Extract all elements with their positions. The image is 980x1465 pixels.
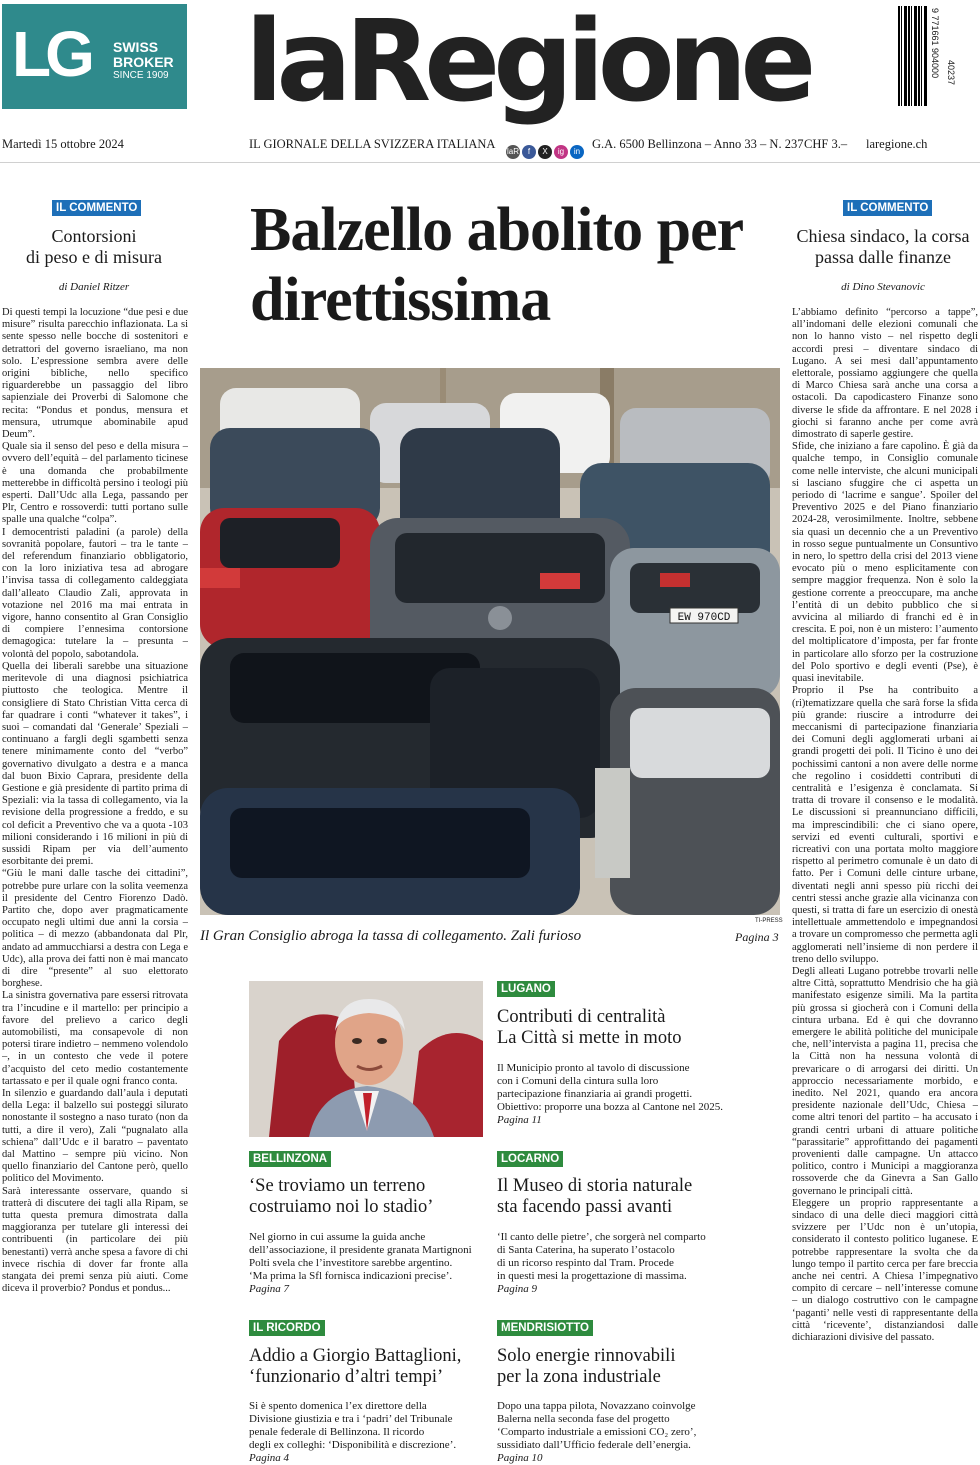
body-line: Polti svela che l’investitore sarebbe argentino. xyxy=(249,1257,453,1269)
left-comment-author: di Daniel Ritzer xyxy=(58,281,130,293)
paragraph: Eleggere un proprio rappresentante a sindaco di una delle dieci maggiori città svizzere per l’Udc non è un’utopia, considerato il contesto politico luganese. E potrebbe rappresentare la svolta che da lungo tempo il partito cerca per fare breccia anche nei centri. A Chiesa l’impegnativo compito di cercare – nell’interesse comune – un dialogo costruttivo con le campagne ‘paganti’ nelle vesti di rappresentante della città ‘ricevente’, distanziandosi dalle dichiarazioni divisive del passato. xyxy=(792,1197,978,1344)
tagline: IL GIORNALE DELLA SVIZZERA ITALIANA xyxy=(249,137,496,151)
bellinzona-title[interactable] xyxy=(249,1176,485,1218)
paragraph: Degli alleati Lugano potrebbe trovarli nelle altre Città, soprattutto Mendrisio che ha già manifestato esigenze simili. Ma la partita più grossa si giocherà con i Comuni della cintura urbana. Ed è qui che dovranno emergere le abilità politiche del municipale che, nell’intervista a pagina 11, precisa che la Città non ha nessuna volontà di prevaricare o di arrogarsi dei diritti. Un approccio necessariamente morbido, e inedito. Nel 2021, quando era ancora presidente nazionale dell’Udc, Chiesa – come altri tenori del partito – ha accusato i grandi centri urbani di attuare politiche “parassitarie” approfittando dei pagamenti provenienti dalle campagne. Un attacco politico, contro i Municipi a maggioranza rossoverde che da Ginevra a San Gallo governano le principali città. xyxy=(792,965,978,1197)
barcode xyxy=(898,6,928,106)
body-line: in questi mesi la progettazione di massima. xyxy=(497,1270,687,1282)
caption-page-ref[interactable]: Pagina 3 xyxy=(735,930,779,944)
issue-date: Martedì 15 ottobre 2024 xyxy=(2,137,124,151)
paragraph: Di questi tempi la locuzione “due pesi e due misure” risulta parecchio inflazionata. La si sente spesso nelle bocche di sostenitori e detrattori del governo israeliano, ma non solo. L’espressione sembra avere delle origini bibliche, nello specifico riguarderebbe un passaggio del libro sapienziale dei Proverbi di Salomone che recita: “Pondus et pondus, mensura et mensura, utrumque abominabile apud Deum”. xyxy=(2,307,188,441)
ad-line1: SWISS xyxy=(113,39,159,55)
body-line: partecipazione finanziaria ai grandi progetti. xyxy=(497,1088,693,1100)
title-line: sta facendo passi avanti xyxy=(497,1197,673,1217)
body-line: ‘Il canto delle pietre’, che sorgerà nel comparto xyxy=(497,1231,706,1243)
body-line: di un ricorso respinto dal Tram. Procede xyxy=(497,1257,674,1269)
mendrisiotto-label: MENDRISIOTTO xyxy=(497,1320,593,1336)
body-line: Nel giorno in cui assume la guida anche xyxy=(249,1231,426,1243)
issue-code: 40237 xyxy=(946,60,956,86)
barcode-number: 9 771661 904000 xyxy=(930,8,940,79)
body-line: Si è spento domenica l’ex direttore della xyxy=(249,1400,427,1412)
paragraph: Quella dei liberali sarebbe una situazione meritevole di una diagnosi psichiatrica piuttosto che teologica. Mentre il consigliere di Stato Christian Vitta cerca di far quadrare i conti “whatever it takes”, i suoi – comandati dal ‘Generale’ Speziali – continuano a fargli degli sgambetti senza tenere minimamente conto del “verbo” governativo divulgato a destra e a manca dal buon Bixio Caprara, presidente della Gestione e già presidente di partito prima di Speziali: via la tassa di collegamento, via la revisione della progressione a freddo, e su col deficit a Preventivo che va a quota -103 milioni considerando i 16 milioni in più di sussidi Ripam per via dell’aumento esorbitante dei premi. xyxy=(2,660,188,868)
body-line: degli ex colleghi: ‘Disponibilità e discrezione’. xyxy=(249,1439,457,1451)
photo-caption[interactable]: Il Gran Consiglio abroga la tassa di collegamento. Zali furioso xyxy=(200,928,582,944)
title-line: Il Museo di storia naturale xyxy=(497,1176,693,1196)
body-line: Divisione giustizia e tra i ‘padri’ del Tribunale xyxy=(249,1413,453,1425)
body-line: ‘Ma prima la Sfl fornisca indicazioni precise’. xyxy=(249,1270,453,1282)
locarno-body xyxy=(497,1231,781,1296)
title-line: Addio a Giorgio Battaglioni, xyxy=(249,1346,462,1366)
ad-since: SINCE 1909 xyxy=(113,70,169,81)
page-ref[interactable]: Pagina 7 xyxy=(249,1283,290,1295)
ricordo-title[interactable] xyxy=(249,1346,485,1388)
body-line: con i Comuni della cintura sulla loro xyxy=(497,1075,659,1087)
ad-text xyxy=(113,40,174,70)
left-comment-label: IL COMMENTO xyxy=(52,200,141,216)
title-line: ‘funzionario d’altri tempi’ xyxy=(249,1367,444,1387)
left-title-line1: Contorsioni xyxy=(51,226,137,246)
ad-logo: LG xyxy=(12,18,89,90)
photo-credit: TI-PRESS xyxy=(755,918,783,924)
left-title-line2: di peso e di misura xyxy=(26,247,162,267)
body-line: sussidiato dall’Ufficio federale dell’energia. xyxy=(497,1439,691,1451)
page-ref[interactable]: Pagina 11 xyxy=(497,1114,542,1126)
body-line: Obiettivo: proporre una bozza al Cantone nel 2025. xyxy=(497,1101,724,1113)
body-line: di Santa Caterina, ha superato l’ostacolo xyxy=(497,1244,675,1256)
body-line: Balerna nella seconda fase del progetto xyxy=(497,1413,670,1425)
paragraph: Sfide, che iniziano a fare capolino. È già da qualche tempo, in Consiglio comunale come nelle interviste, che alcuni municipali si lasciano sfuggire che ci aspetta un periodo di ‘lacrime e sangue’. Spoiler del Preventivo 2025 e del Piano finanziario 2024-28, verosimilmente. Inoltre, sebbene sia quasi un decennio che a un Preventivo in rosso segue puntualmente un Consuntivo in nero, lo spettro della crisi del 2013 viene evocato più o meno esplicitamente con sempre maggior frequenza. Non è solo la gestione corrente a preoccupare, ma anche l’entità di un debito pubblico che si avvicina al miliardo di franchi ed è in crescita. E poi, non è un mistero: l’aumento del moltiplicatore d’imposta, per far fronte in particolare allo sforzo per la costruzione del Polo sportivo e degli eventi (Pse), è quasi inevitabile. xyxy=(792,441,978,685)
main-headline[interactable]: Balzello abolito per direttissima xyxy=(250,196,743,334)
price: CHF 3.– xyxy=(804,137,848,151)
page-ref[interactable]: Pagina 10 xyxy=(497,1452,543,1464)
paragraph: Sarà interessante osservare, quando si tratterà di discutere dei tagli alla Ripam, se tutta questa premura dimostrata dalla maggioranza per tutelare gli interessi dei contribuenti (in particolare dei più benestanti) verrà anche spesa a favore di chi invece rischia di dover far fronte alla stangata dei premi senza più aiuti. Come diceva il proverbio? Pondus et pondus... xyxy=(2,1185,188,1295)
website-link[interactable]: laregione.ch xyxy=(866,137,928,151)
right-title-line2: passa dalle finanze xyxy=(815,247,951,267)
title-line: ‘Se troviamo un terreno xyxy=(249,1176,426,1196)
body-line: Il Municipio pronto al tavolo di discussione xyxy=(497,1062,690,1074)
body-line: dell’associazione, il presidente granata Martignoni xyxy=(249,1244,472,1256)
paragraph: I democentristi paladini (a parole) della sovranità popolare, fautori – tra le tante – del referendum finanziario obbligatorio, con la loro iniziativa tesa ad abrogare l’invisa tassa di collegamento caldeggiata dall’alleato Claudio Zali, approvata in votazione nel 2016 ma mai entrata in vigore, hanno consentito al Gran Consiglio di compiere l’ennesima contorsione demagogica: tutelare la – presunta – volontà del popolo, sabotandola. xyxy=(2,526,188,660)
paragraph: In silenzio e guardando dall’aula i deputati della Lega: il balzello sui posteggi silurato nonostante il sostegno a naso turato (non da tutti, a dire il vero), Zali “pugnalato alla schiena” dall’Udc e il baratro – paventato dal Mattino – sempre più vicino. Non quello finanziario del Cantone però, quello politico del Movimento. xyxy=(2,1088,188,1185)
ad-line2: BROKER xyxy=(113,54,174,70)
newspaper-logo[interactable]: laRegione xyxy=(245,0,810,127)
paragraph: La sinistra governativa pare essersi ritrovata tra l’incudine e il martello: per principio a favore del prelievo a carico degli automobilisti, ma consapevole di non potersi tirare indietro – nemmeno volendolo –, in un contesto che vede il potere d’acquisto del ceto medio costantemente tartassato e per il quale ogni franco conta. xyxy=(2,990,188,1087)
right-title-line1: Chiesa sindaco, la corsa xyxy=(796,226,970,246)
mendrisiotto-title[interactable] xyxy=(497,1346,779,1388)
title-line: costruiamo noi lo stadio’ xyxy=(249,1197,434,1217)
right-comment-body xyxy=(792,307,978,1462)
title-line: Contributi di centralità xyxy=(497,1007,666,1027)
linkedin-icon[interactable]: in xyxy=(570,145,584,159)
ricordo-body xyxy=(249,1400,489,1465)
bellinzona-body xyxy=(249,1231,489,1296)
title-line: La Città si mette in moto xyxy=(497,1028,682,1048)
locarno-title[interactable] xyxy=(497,1176,779,1218)
laregione-icon[interactable]: laR xyxy=(506,145,520,159)
paragraph: “Giù le mani dalle tasche dei cittadini”, potrebbe pure urlare con la solita veemenza il presidente del Centro Fiorenzo Dadò. Partito che, dopo aver pragmaticamente occupato negli ultimi due anni la corsia – politica – di mezzo (abbandonata dal Plr, andato ad ammucchiarsi a destra con Lega e Udc), alla prova dei fatti non è mai mancato di dire “presente” al suo elettorato borghese. xyxy=(2,868,188,990)
paragraph: Quale sia il senso del peso e della misura – ovvero dell’equità – del parlamento ticinese è una domanda che probabilmente metterebbe in difficoltà persino i teologi più esperti. Dall’Udc alla Lega, passando per Plr, Centro e rossoverdi: tutti portano sulle spalle una qualche “colpa”. xyxy=(2,441,188,526)
title-line: Solo energie rinnovabili xyxy=(497,1346,676,1366)
page-ref[interactable]: Pagina 4 xyxy=(249,1452,290,1464)
portrait-illustration xyxy=(249,981,483,1137)
lugano-label: LUGANO xyxy=(497,981,555,997)
parked-cars-illustration xyxy=(200,368,780,915)
page-ref[interactable]: Pagina 9 xyxy=(497,1283,538,1295)
body-line: ‘Comparto industriale a emissioni CO₂ zero’, xyxy=(497,1426,697,1438)
body-line: Dopo una tappa pilota, Novazzano coinvolge xyxy=(497,1400,696,1412)
bellinzona-label: BELLINZONA xyxy=(249,1151,331,1167)
right-comment-author: di Dino Stevanovic xyxy=(841,281,925,293)
right-comment-label: IL COMMENTO xyxy=(843,200,932,216)
instagram-icon[interactable]: ig xyxy=(554,145,568,159)
portrait-photo[interactable] xyxy=(249,981,483,1137)
paragraph: Proprio il Pse ha contribuito a (ri)tematizzare quella che sarà forse la sfida più grande: riuscire a introdurre dei meccanismi di partecipazione finanziaria dei Comuni degli agglomerati urbani ai grandi progetti dei poli. Il Ticino è uno dei pochissimi cantoni a non avere delle norme che regolino i cosiddetti contributi di centralità e l’esigenza è conclamata. Si tratta di trovare il consenso e le modalità. Le discussioni si preannunciano difficili, ma imprescindibili: che ci siano opere, servizi ed eventi culturali, sportivi e ricreativi con una portata molto maggiore rispetto al perimetro comunale è un dato di fatto. Per i Comuni delle cinture urbane, diventati negli anni spesso più ricchi dei centri stessi anche grazie alla vicinanza con questi, si tratta di fare un esercizio di onestà intellettuale ammettendolo e impegnandosi a trovare un compromesso che permetta agli agglomerati nell’insieme di non perdere il treno dello sviluppo. xyxy=(792,685,978,965)
body-line: penale federale di Bellinzona. Il ricordo xyxy=(249,1426,425,1438)
left-comment-body xyxy=(2,307,188,1462)
lg-swiss-broker-ad[interactable] xyxy=(2,4,187,109)
edition-info: G.A. 6500 Bellinzona – Anno 33 – N. 237 xyxy=(592,137,804,151)
paragraph: L’abbiamo definito “percorso a tappe”, all’indomani delle elezioni comunali che non lo hanno visto – nel rispetto degli accordi presi – diventare sindaco di Lugano. A sei mesi dall’appuntamento elettorale, possiamo aggiungere che quella di Marco Chiesa sarà anche una corsa a ostacoli. Da capodicastero Finanze sono diverse le sfide da affrontare. E nel 2028 i giochi si faranno anche per come avrà dimostrato di saperle gestire. xyxy=(792,307,978,441)
lead-photo[interactable] xyxy=(200,368,780,915)
right-comment-title[interactable] xyxy=(786,226,980,268)
facebook-icon[interactable]: f xyxy=(522,145,536,159)
ricordo-label: IL RICORDO xyxy=(249,1320,325,1336)
locarno-label: LOCARNO xyxy=(497,1151,563,1167)
mendrisiotto-body xyxy=(497,1400,781,1465)
license-plate-text: EW 970CD xyxy=(677,612,731,624)
title-line: per la zona industriale xyxy=(497,1367,661,1387)
x-icon[interactable]: X xyxy=(538,145,552,159)
left-comment-title[interactable] xyxy=(0,226,188,268)
lugano-title[interactable] xyxy=(497,1007,779,1049)
masthead-divider xyxy=(0,162,980,163)
lugano-body xyxy=(497,1062,781,1127)
